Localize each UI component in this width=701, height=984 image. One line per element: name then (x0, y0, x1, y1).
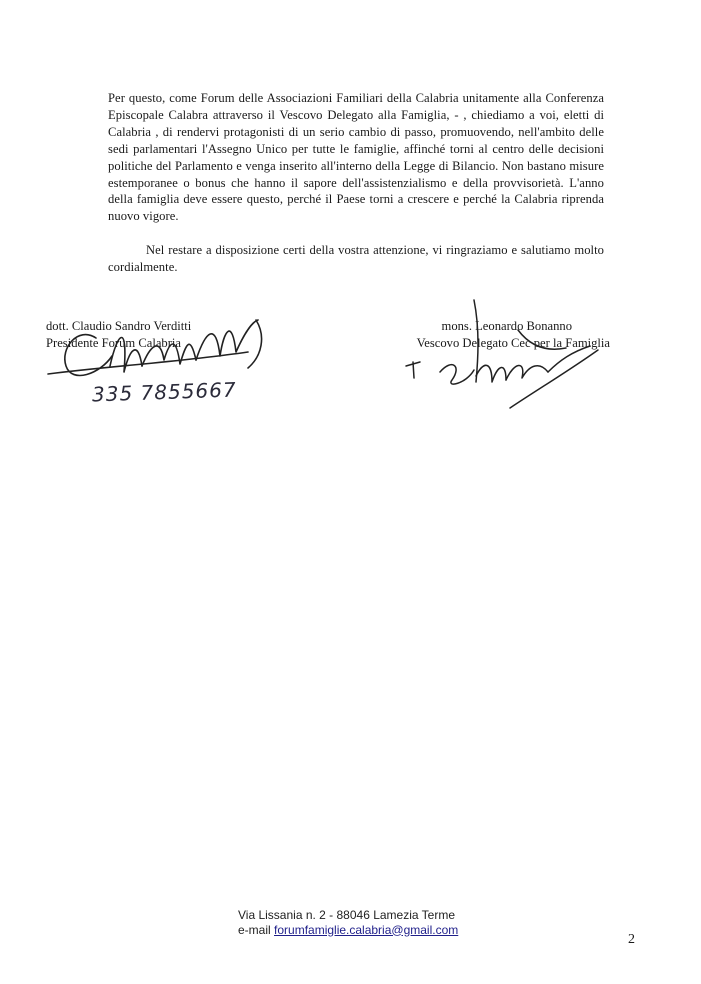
footer (238, 908, 458, 937)
footer-email-link[interactable]: forumfamiglie.calabria@gmail.com (274, 922, 459, 937)
footer-email-prefix: e-mail (238, 922, 275, 937)
body-paragraph-2: Nel restare a disposizione certi della vostra attenzione, vi ringraziamo e salutiamo molto cordialmente. (108, 243, 604, 275)
right-signatory-role: Vescovo Delegato Cec per la Famiglia (416, 336, 610, 350)
left-signatory-name: dott. Claudio Sandro Verditti (46, 319, 192, 333)
footer-address: Via Lissania n. 2 - 88046 Lamezia Terme (238, 908, 456, 922)
right-signatory-block (394, 318, 610, 352)
handwritten-phone-number: 335 7855667 (91, 377, 237, 407)
page-number: 2 (628, 932, 635, 947)
left-signatory-role: Presidente Forum Calabria (46, 336, 182, 350)
left-signatory-block (46, 318, 191, 352)
right-signatory-name: mons. Leonardo Bonanno (441, 319, 572, 333)
body-paragraph-1: Per questo, come Forum delle Associazioni Familiari della Calabria unitamente alla Conferenza Episcopale Calabra attraverso il Vescovo Delegato alla Famiglia, - , chiediamo a voi, eletti di Calabria , di rendervi protagonisti di un serio cambio di passo, promuovendo, nell'ambito delle sedi parlamentari l'Assegno Unico per tutte le famiglie, affinché torni al centro delle decisioni politiche del Parlamento e venga inserito all'interno della Legge di Bilancio. Non bastano misure estemporanee o bonus che hanno il sapore dell'assistenzialismo e della provvisorietà. L'anno della famiglia deve essere questo, perché il Paese torni a crescere e perché la Calabria riprenda nuovo vigore. (108, 91, 604, 224)
right-signature-icon (406, 300, 598, 408)
letter-body (108, 90, 604, 276)
footer-email-line (238, 923, 458, 938)
